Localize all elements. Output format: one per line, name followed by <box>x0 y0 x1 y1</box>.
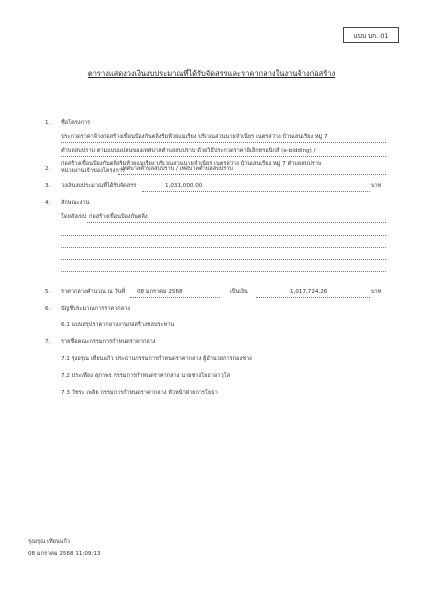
section-5-amount-label: เป็นเงิน <box>230 289 248 295</box>
form-code-box: แบบ บก. 01 <box>343 27 399 43</box>
footer-name: รุ่งอรุณ เทียนแก้ว <box>28 539 70 545</box>
section-5-date: 08 มกราคม 2568 <box>137 289 183 295</box>
section-2-value: เทศบาลตำบลสบปราบ / เทศบาลตำบลสบปราบ <box>121 166 233 172</box>
section-7-member-2: 7.2 ประเทือง สุภาพร กรรมการกำหนดราคากลาง นายช่างโยธาอาวุโส <box>61 373 231 379</box>
section-1-line-2: ตำบลสบปราบ ตามแบบแปลนของเทศบาลตำบลสบปราบ ด้วยวิธีประกวดราคาอิเล็กทรอนิกส์ (e-bidding) / <box>61 148 316 154</box>
section-4-underline-3 <box>61 247 386 248</box>
section-4-underline-4 <box>61 259 386 260</box>
document-title-text: ตารางแสดงวงเงินงบประมาณที่ได้รับจัดสรรและราคากลางในงานจ้างก่อสร้าง <box>87 69 336 78</box>
document-title <box>0 68 423 80</box>
section-1-line-1: ประกวดราคาจ้างก่อสร้างเขื่อนป้องกันตลิ่งริมห้วยแมเรียง บริเวณสวนนายจำเนียร เนตรสว่าง บ้านเสนเรียง หมู่ 7 <box>61 134 328 140</box>
section-2-number: 2. <box>45 166 51 172</box>
section-7-member-1: 7.1 รุ่งอรุณ เทียนแก้ว ประธานกรรมการกำหนดราคากลาง ผู้อำนวยการกองช่าง <box>61 356 252 362</box>
section-7-label: รายชื่อคณะกรรมการกำหนดราคากลาง <box>61 339 156 345</box>
section-5-label: ราคากลางคำนวณ ณ วันที่ <box>61 289 126 295</box>
section-4-underline-5 <box>61 271 386 272</box>
section-4-label: ลักษณะงาน <box>61 200 90 206</box>
section-3-number: 3. <box>45 183 51 189</box>
section-4-desc-value: ก่อสร้างเขื่อนป้องกันตลิ่ง <box>89 214 148 220</box>
section-4-number: 4. <box>45 200 51 206</box>
section-4-underline-1 <box>87 222 386 223</box>
section-6-label: บัญชีประมาณการราคากลาง <box>61 306 130 312</box>
section-2-label: หน่วยงานเจ้าของโครงการ <box>61 168 125 174</box>
section-5-date-underline <box>130 297 220 298</box>
section-5-amount-underline <box>256 297 370 298</box>
section-7-number: 7. <box>45 339 51 345</box>
section-5-amount: 1,017,724.26 <box>290 289 328 295</box>
section-1-underline-1 <box>61 142 386 143</box>
section-3-value: 1,031,000.00 <box>165 183 203 189</box>
section-3-underline <box>142 191 370 192</box>
section-1-underline-2 <box>61 156 386 157</box>
section-5-number: 5. <box>45 289 51 295</box>
section-6-item-1: 6.1 แบบสรุปราคากลางงานก่อสร้างชลประทาน <box>61 322 175 328</box>
footer-timestamp: 08 มกราคม 2568 11:09:13 <box>28 551 101 557</box>
section-7-member-3: 7.3 วัชระ เพลิย กรรมการกำหนดราคากลาง หัวหน้าฝ่ายการโยธา <box>61 390 218 396</box>
section-6-number: 6. <box>45 306 51 312</box>
section-2-underline <box>118 174 386 175</box>
section-1-label: ชื่อโครงการ <box>61 120 91 126</box>
section-1-line-3: ก่อสร้างเขื่อนป้องกันตลิ่งริมห้วยแมเรียง บริเวณสวนนายจำเนียร เนตรสว่าง บ้านเสนเรียง หมู่ 7 ตำบลสบปราบ <box>61 161 322 167</box>
section-4-desc-label: โดยสังเขป <box>61 214 87 220</box>
section-1-number: 1. <box>45 120 51 126</box>
section-3-unit: บาท <box>371 183 382 189</box>
section-5-unit: บาท <box>371 289 382 295</box>
section-4-underline-2 <box>61 235 386 236</box>
section-3-label: วงเงินงบประมาณที่ได้รับจัดสรร <box>61 183 137 189</box>
